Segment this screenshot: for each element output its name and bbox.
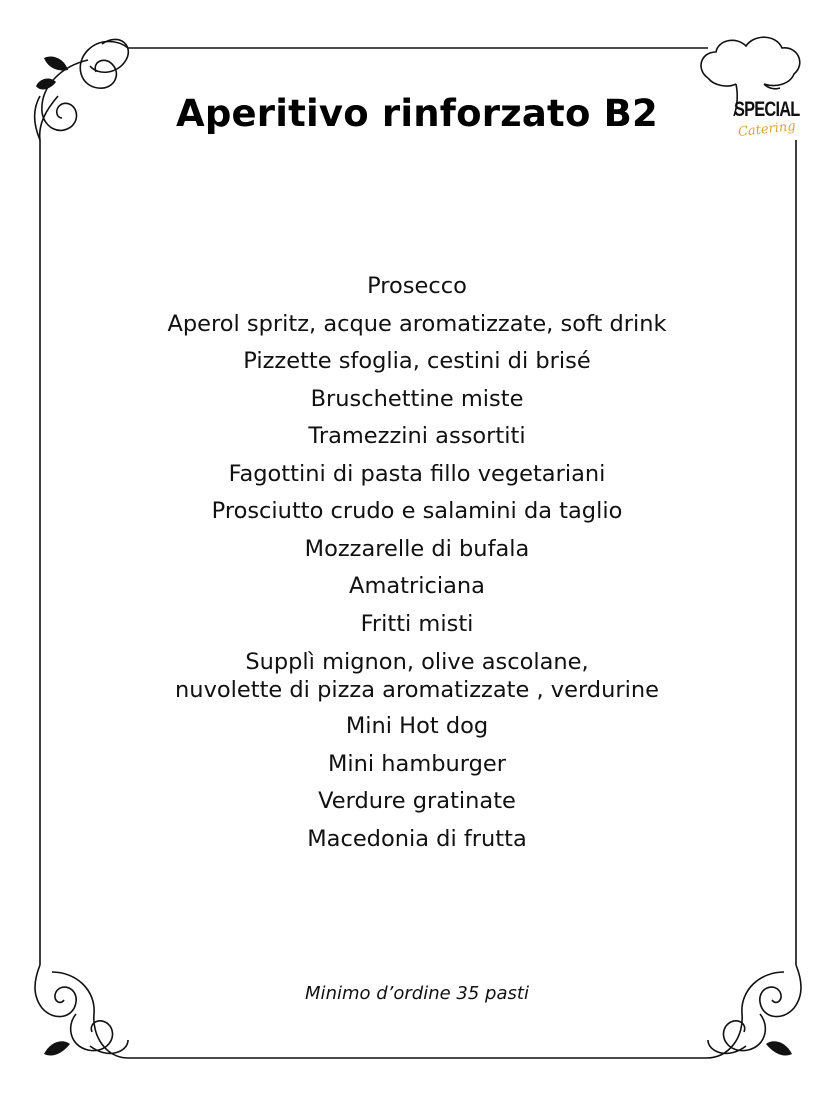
menu-list xyxy=(60,268,774,858)
menu-item: Fritti misti xyxy=(360,610,474,637)
menu-item-multiline xyxy=(60,643,774,708)
menu-item: Prosecco xyxy=(367,273,467,299)
leaf-bottom-right-icon xyxy=(766,1041,792,1055)
menu-item: Fagottini di pasta fillo vegetariani xyxy=(228,460,606,487)
flourish-bottom-right-icon xyxy=(706,965,801,1058)
menu-item: Aperol spritz, acque aromatizzate, soft drink xyxy=(167,310,667,337)
menu-item: Mini Hot dog xyxy=(345,713,489,739)
leaf-bottom-left-icon xyxy=(44,1041,70,1055)
menu-item: Prosciutto crudo e salamini da taglio xyxy=(211,498,623,524)
menu-item: Amatriciana xyxy=(349,573,485,599)
menu-item-line: nuvolette di pizza aromatizzate , verdurine xyxy=(175,677,659,703)
logo-brand: SPECIAL xyxy=(734,98,800,121)
menu-item: Mozzarelle di bufala xyxy=(304,535,530,562)
flourish-bottom-left-icon xyxy=(35,965,128,1058)
menu-item-line: Supplì mignon, olive ascolane, xyxy=(245,649,589,675)
menu-item: Verdure gratinate xyxy=(318,788,516,814)
leaf-top-left-icon xyxy=(44,57,68,71)
page-title: Aperitivo rinforzato B2 xyxy=(175,92,658,135)
menu-item: Pizzette sfoglia, cestini di brisé xyxy=(243,348,591,374)
menu-item: Tramezzini assortiti xyxy=(308,423,526,449)
logo-subtitle: Catering xyxy=(737,119,797,140)
menu-item: Bruschettine miste xyxy=(310,385,524,412)
menu-item: Macedonia di frutta xyxy=(307,825,527,852)
minimum-order-note: Minimo d’ordine 35 pasti xyxy=(305,983,529,1004)
leaf-top-left-2-icon xyxy=(36,79,56,90)
menu-item: Mini hamburger xyxy=(327,750,507,777)
